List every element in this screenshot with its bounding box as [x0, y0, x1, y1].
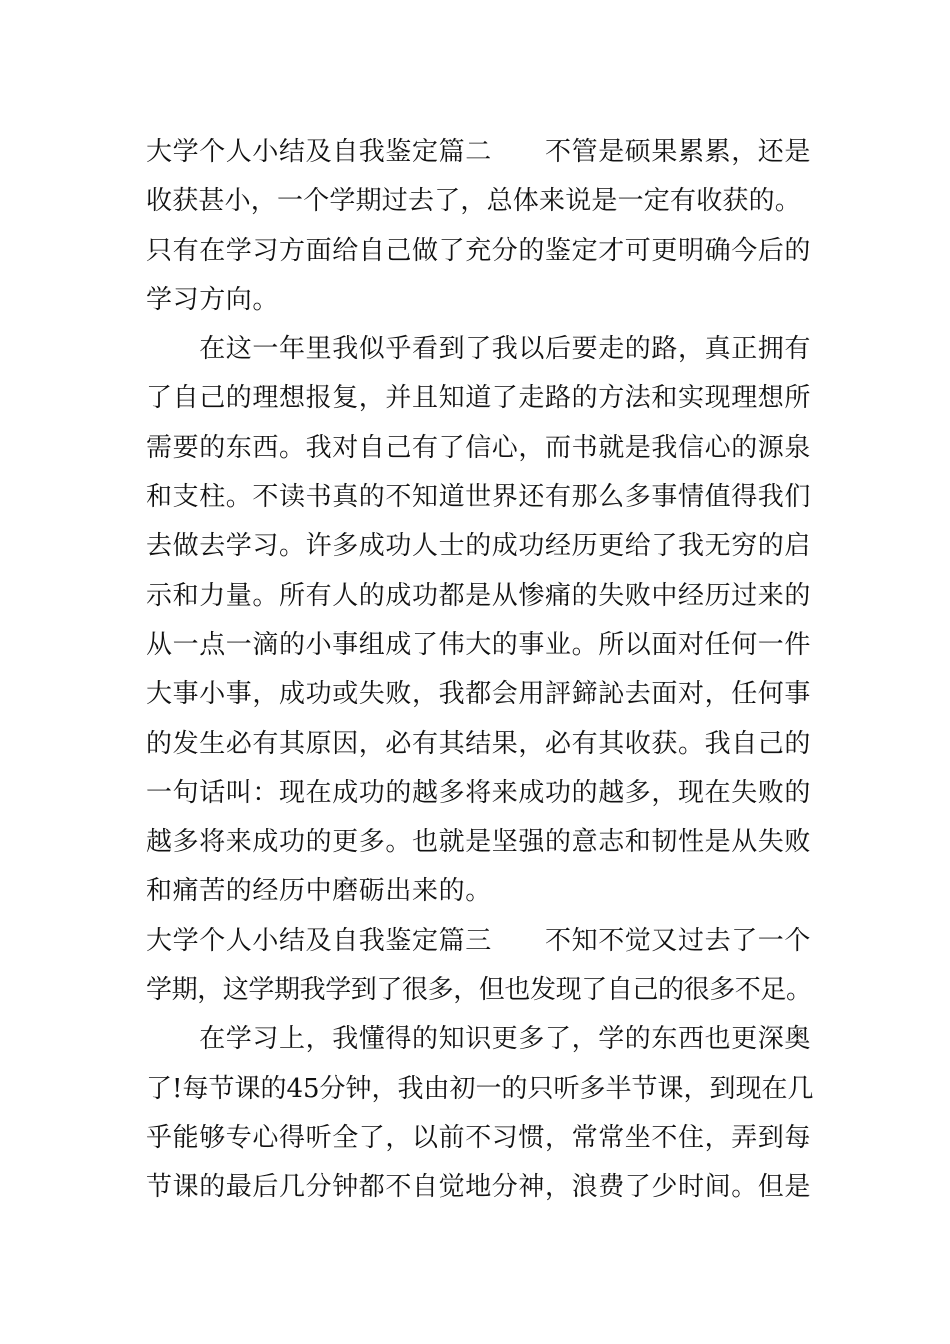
- text-line: 学习方向。: [146, 284, 280, 315]
- text-line: 的发生必有其原因，必有其结果，必有其收获。我自己的: [146, 728, 812, 759]
- document-body: [146, 128, 816, 1213]
- text-line: 需要的东西。我对自己有了信心，而书就是我信心的源泉: [146, 432, 812, 463]
- text-line: 示和力量。所有人的成功都是从惨痛的失败中经历过来的: [146, 580, 812, 611]
- text-line: 在这一年里我似乎看到了我以后要走的路，真正拥有: [146, 334, 812, 365]
- text-line: 节课的最后几分钟都不自觉地分神，浪费了少时间。但是: [146, 1172, 812, 1203]
- text-line: 只有在学习方面给自己做了充分的鉴定才可更明确今后的: [146, 235, 812, 266]
- text-line: 乎能够专心得听全了，以前不习惯，常常坐不住，弄到每: [146, 1122, 812, 1153]
- text-line: 大学个人小结及自我鉴定篇三 不知不觉又过去了一个: [146, 925, 812, 956]
- text-line: 大学个人小结及自我鉴定篇二 不管是硕果累累，还是: [146, 137, 812, 167]
- text-line: 了!每节课的45分钟，我由初一的只听多半节课，到现在几: [146, 1073, 814, 1104]
- text-line: 去做去学习。许多成功人士的成功经历更给了我无穷的启: [146, 531, 812, 562]
- text-line: 在学习上，我懂得的知识更多了，学的东西也更深奥: [146, 1024, 812, 1055]
- text-line: 一句话叫：现在成功的越多将来成功的越多，现在失败的: [146, 777, 812, 808]
- text-line: 了自己的理想报复，并且知道了走路的方法和实现理想所: [146, 383, 812, 414]
- text-line: 和支柱。不读书真的不知道世界还有那么多事情值得我们: [146, 482, 812, 513]
- text-line: 收获甚小，一个学期过去了，总体来说是一定有收获的。: [146, 186, 802, 217]
- text-line: 从一点一滴的小事组成了伟大的事业。所以面对任何一件: [146, 629, 812, 660]
- text-line: 大事小事，成功或失败，我都会用評鍗訫去面对，任何事: [146, 679, 812, 710]
- text-line: 学期，这学期我学到了很多，但也发现了自己的很多不足。: [146, 975, 812, 1006]
- text-line: 越多将来成功的更多。也就是坚强的意志和韧性是从失败: [146, 827, 812, 858]
- text-line: 和痛苦的经历中磨砺出来的。: [146, 876, 492, 907]
